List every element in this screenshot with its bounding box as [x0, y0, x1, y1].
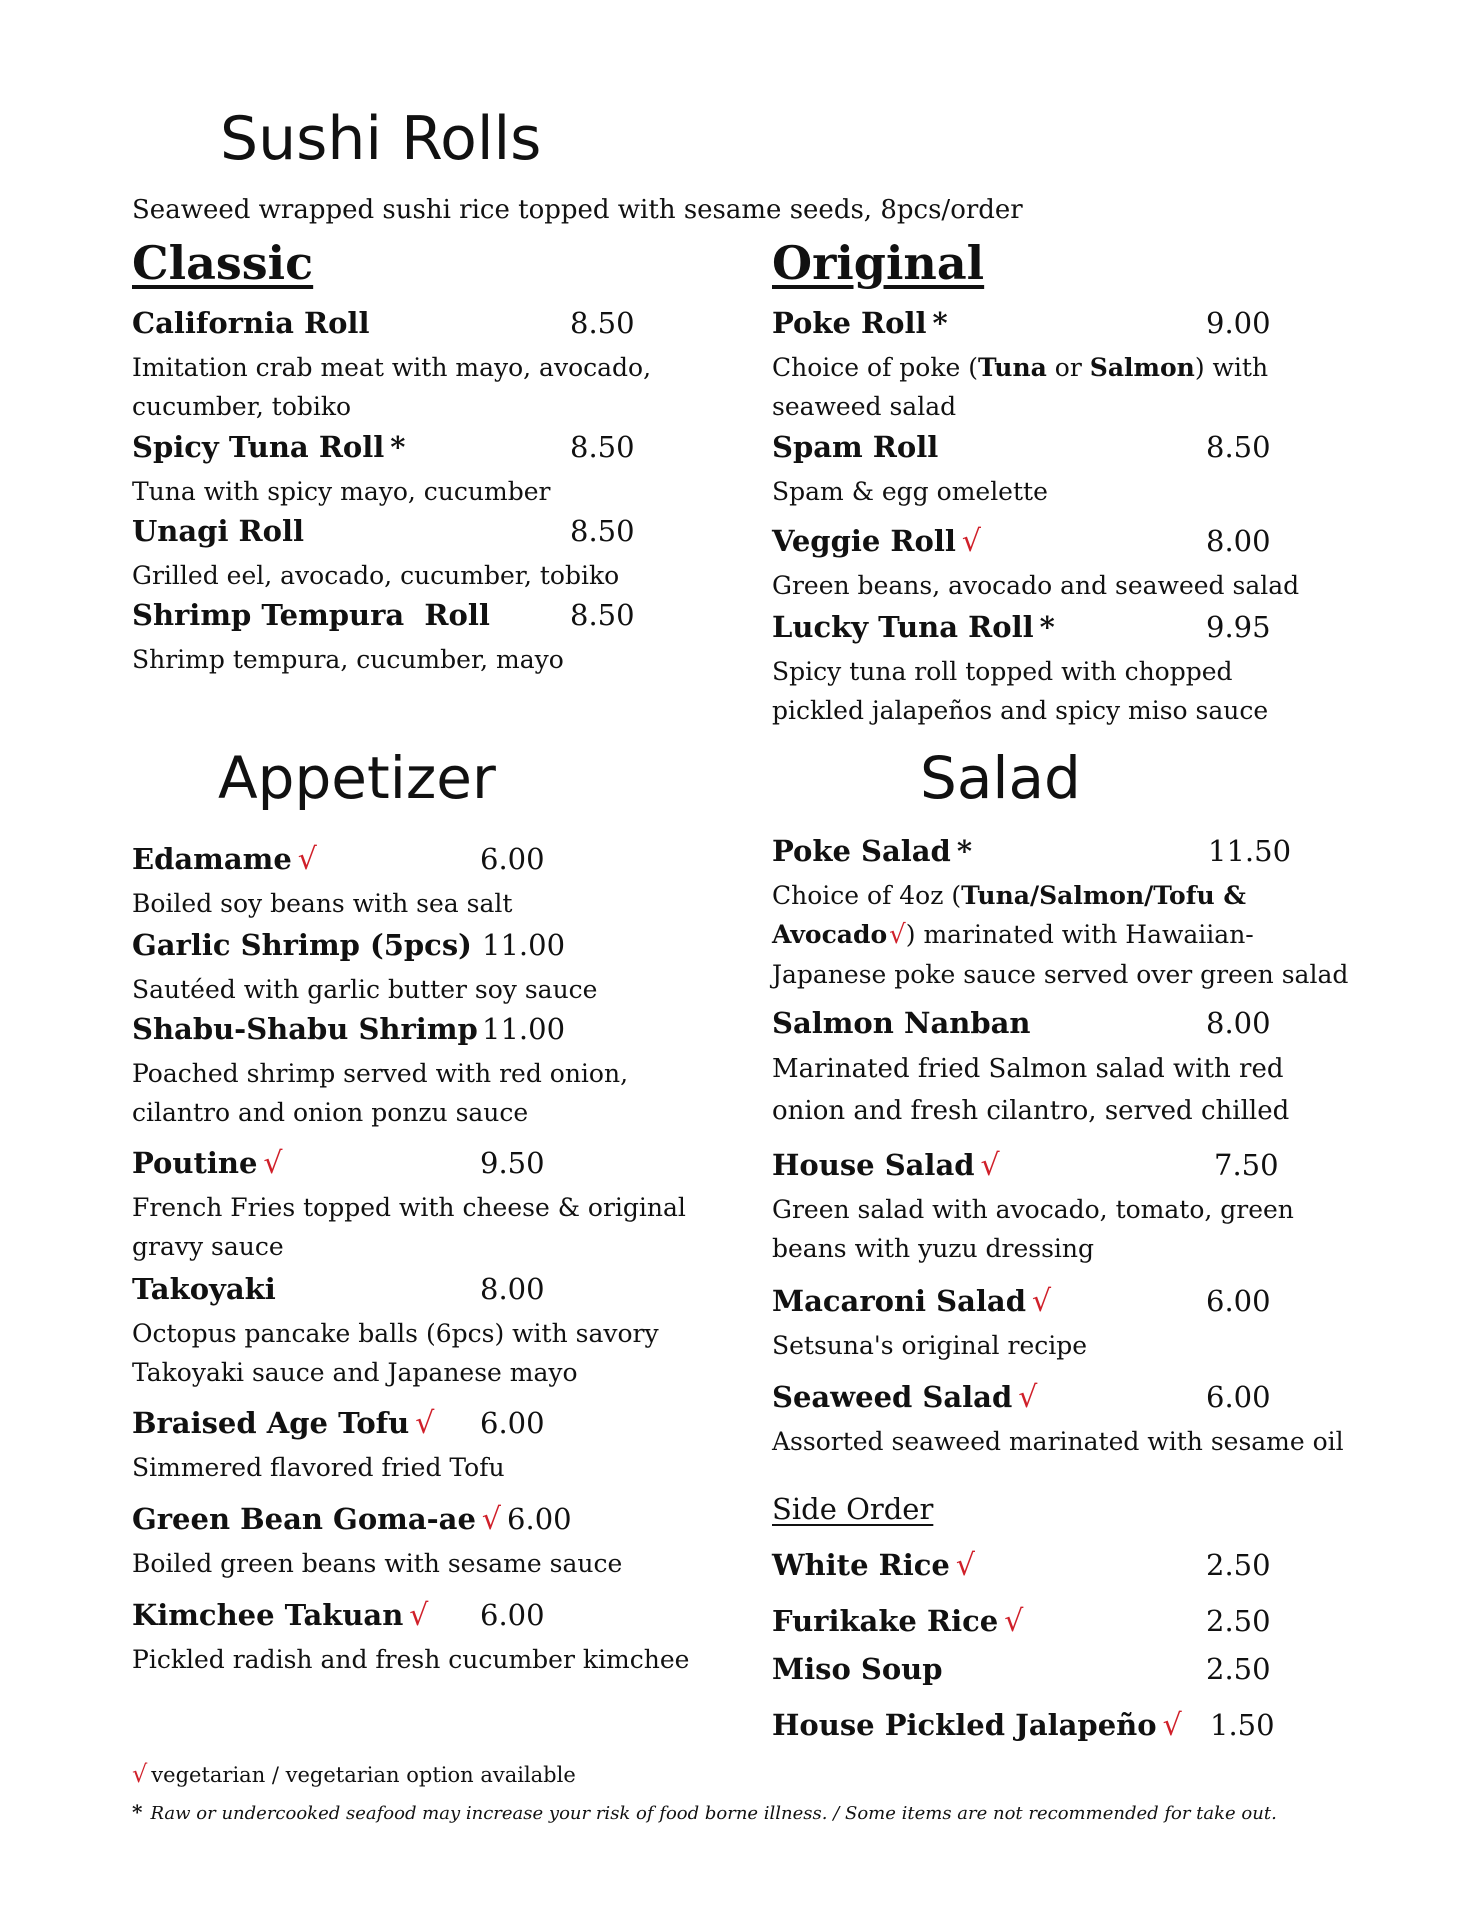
item-price: 9.50 [480, 1146, 545, 1180]
item-price: 9.95 [1206, 610, 1271, 644]
menu-item [132, 1012, 692, 1146]
classic-list [132, 306, 652, 682]
item-price: 6.00 [1206, 1380, 1271, 1414]
item-price: 9.00 [1206, 306, 1271, 340]
item-name: Furikake Rice [772, 1604, 999, 1638]
item-desc: Poached shrimp served with red onion, cilantro and onion ponzu sauce [132, 1059, 629, 1127]
item-name: Salmon Nanban [772, 1006, 1031, 1040]
menu-item [132, 306, 652, 430]
item-price: 8.50 [570, 306, 635, 340]
appetizer-list [132, 842, 692, 1684]
item-desc: French Fries topped with cheese & original gravy sauce [132, 1193, 686, 1261]
item-name: Kimchee Takuan [132, 1598, 404, 1632]
vegetarian-check-icon: √ [132, 1760, 148, 1788]
item-name: Takoyaki [132, 1272, 276, 1306]
item-desc: Sautéed with garlic butter soy sauce [132, 975, 598, 1004]
vegetarian-legend: √ vegetarian / vegetarian option available [132, 1760, 576, 1788]
original-list [772, 306, 1332, 734]
item-price: 8.00 [1206, 1006, 1271, 1040]
item-name: House Salad [772, 1148, 975, 1182]
salad-list [772, 834, 1352, 1476]
side-item [772, 1548, 1332, 1604]
vegetarian-check-icon: √ [1162, 1708, 1182, 1743]
menu-item [132, 430, 652, 514]
item-name: Garlic Shrimp (5pcs) [132, 928, 472, 962]
menu-item [772, 430, 1332, 524]
item-price: 8.50 [570, 598, 635, 632]
item-name: California Roll [132, 306, 370, 340]
item-price: 6.00 [1206, 1284, 1271, 1318]
vegetarian-check-icon: √ [961, 524, 982, 559]
menu-item [132, 1406, 692, 1502]
item-name: Poke Roll [772, 306, 927, 340]
menu-item [772, 610, 1332, 734]
side-item [772, 1604, 1332, 1652]
menu-item [132, 842, 692, 928]
item-desc: Pickled radish and fresh cucumber kimchee [132, 1645, 690, 1674]
item-price: 6.00 [480, 1406, 545, 1440]
menu-item [132, 514, 652, 598]
item-desc: Choice of 4oz (Tuna/Salmon/Tofu & Avocado√) marinated with Hawaiian-Japanese poke sauce served over green salad [772, 881, 1349, 989]
raw-seafood-warning: * Raw or undercooked seafood may increase your risk of food borne illness. / Some items are not recommended for take out. [132, 1800, 1277, 1824]
item-desc: Green salad with avocado, tomato, green beans with yuzu dressing [772, 1195, 1294, 1263]
menu-item [132, 1502, 692, 1598]
item-name: Lucky Tuna Roll [772, 610, 1034, 644]
item-name: Seaweed Salad [772, 1380, 1013, 1414]
side-item [772, 1652, 1332, 1708]
raw-seafood-star-icon: * [932, 306, 948, 340]
vegetarian-check-icon: √ [889, 920, 906, 950]
menu-item [772, 1284, 1352, 1380]
item-desc: Spicy tuna roll topped with chopped pickled jalapeños and spicy miso sauce [772, 657, 1269, 725]
item-desc: Boiled green beans with sesame sauce [132, 1549, 623, 1578]
vegetarian-check-icon: √ [415, 1406, 435, 1441]
item-name: Macaroni Salad [772, 1284, 1026, 1318]
item-price: 6.00 [480, 842, 545, 876]
item-price: 2.50 [1206, 1548, 1271, 1582]
vegetarian-check-icon: √ [409, 1598, 429, 1633]
item-name: Miso Soup [772, 1652, 943, 1686]
item-desc: Boiled soy beans with sea salt [132, 889, 513, 918]
item-desc: Octopus pancake balls (6pcs) with savory Takoyaki sauce and Japanese mayo [132, 1319, 659, 1387]
item-desc: Shrimp tempura, cucumber, mayo [132, 645, 564, 674]
vegetarian-check-icon: √ [955, 1548, 975, 1583]
item-name: Green Bean Goma-ae [132, 1502, 476, 1536]
vegetarian-check-icon: √ [1018, 1380, 1038, 1415]
side-order-list [772, 1548, 1332, 1752]
menu-item [772, 1006, 1352, 1148]
menu-item [132, 598, 652, 682]
item-price: 6.00 [507, 1502, 572, 1536]
raw-seafood-star-icon: * [1039, 610, 1055, 644]
item-desc: Choice of poke (Tuna or Salmon) with seaweed salad [772, 353, 1269, 421]
item-name: Spam Roll [772, 430, 939, 464]
sushi-rolls-title: Sushi Rolls [220, 104, 542, 174]
vegetarian-check-icon: √ [297, 842, 317, 877]
item-name: Braised Age Tofu [132, 1406, 410, 1440]
item-price: 2.50 [1206, 1652, 1271, 1686]
vegetarian-check-icon: √ [481, 1502, 502, 1537]
item-desc: Assorted seaweed marinated with sesame oil [772, 1427, 1344, 1456]
item-name: House Pickled Jalapeño [772, 1708, 1157, 1742]
original-heading: Original [772, 236, 985, 290]
item-desc: Setsuna's original recipe [772, 1331, 1088, 1360]
item-name: Veggie Roll [772, 524, 956, 558]
side-order-heading: Side Order [772, 1492, 934, 1526]
item-price: 1.50 [1210, 1708, 1275, 1742]
item-desc: Imitation crab meat with mayo, avocado, cucumber, tobiko [132, 353, 652, 421]
vegetarian-check-icon: √ [1004, 1604, 1024, 1639]
item-price: 8.00 [480, 1272, 545, 1306]
menu-item [772, 1380, 1352, 1476]
item-desc: Simmered flavored fried Tofu [132, 1453, 505, 1482]
menu-item [132, 1272, 692, 1406]
raw-seafood-star-icon: * [956, 834, 973, 868]
menu-item [132, 1598, 692, 1684]
item-price: 11.00 [482, 928, 566, 962]
menu-item [772, 834, 1352, 1006]
item-name: Shabu-Shabu Shrimp [132, 1012, 478, 1046]
item-name: Poke Salad [772, 834, 951, 868]
item-price: 7.50 [1214, 1148, 1279, 1182]
item-price: 8.50 [570, 430, 635, 464]
item-desc: Green beans, avocado and seaweed salad [772, 571, 1300, 600]
menu-item [772, 1148, 1352, 1284]
item-desc: Grilled eel, avocado, cucumber, tobiko [132, 561, 620, 590]
vegetarian-check-icon: √ [1031, 1284, 1052, 1319]
item-price: 8.50 [1206, 430, 1271, 464]
item-price: 8.00 [1206, 524, 1271, 558]
item-price: 2.50 [1206, 1604, 1271, 1638]
vegetarian-check-icon: √ [980, 1148, 1000, 1183]
menu-item [772, 306, 1332, 430]
vegetarian-check-icon: √ [263, 1146, 283, 1181]
salad-title: Salad [920, 744, 1081, 812]
item-name: White Rice [772, 1548, 950, 1582]
item-price: 11.00 [482, 1012, 566, 1046]
sushi-rolls-subtitle: Seaweed wrapped sushi rice topped with sesame seeds, 8pcs/order [132, 195, 1023, 225]
item-desc: Marinated fried Salmon salad with red onion and fresh cilantro, served chilled [772, 1054, 1290, 1126]
raw-seafood-star-icon: * [390, 430, 406, 464]
item-desc: Tuna with spicy mayo, cucumber [132, 477, 551, 506]
item-desc: Spam & egg omelette [772, 477, 1048, 506]
item-name: Poutine [132, 1146, 258, 1180]
menu-item [132, 1146, 692, 1272]
menu-item [132, 928, 692, 1012]
item-price: 6.00 [480, 1598, 545, 1632]
item-name: Unagi Roll [132, 514, 305, 548]
item-price: 8.50 [570, 514, 635, 548]
menu-item [772, 524, 1332, 610]
item-name: Spicy Tuna Roll [132, 430, 385, 464]
item-name: Edamame [132, 842, 292, 876]
raw-seafood-star-icon: * [132, 1800, 143, 1824]
classic-heading: Classic [132, 236, 314, 290]
item-name: Shrimp Tempura Roll [132, 598, 490, 632]
item-price: 11.50 [1208, 834, 1292, 868]
side-item [772, 1708, 1332, 1752]
appetizer-title: Appetizer [218, 744, 496, 812]
